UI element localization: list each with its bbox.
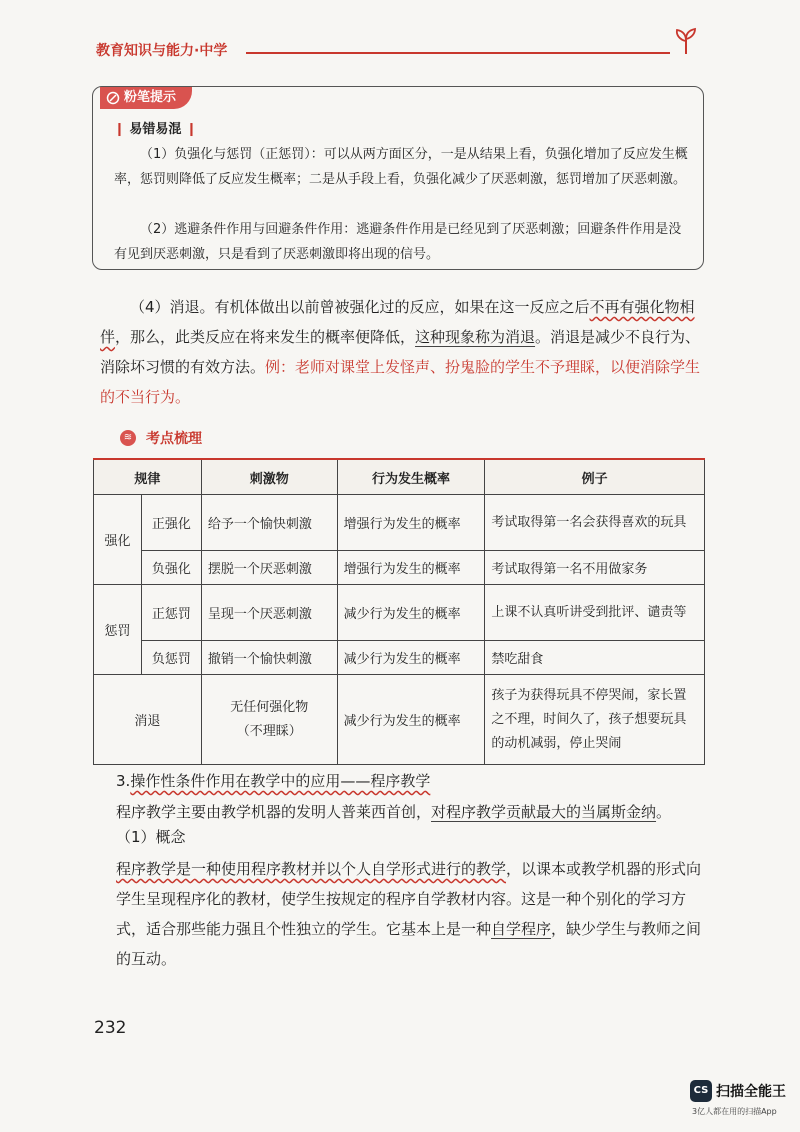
- intro-text-b: 对程序教学贡献最大的当属斯金纳: [431, 803, 657, 821]
- table-cell: 减少行为发生的概率: [337, 641, 485, 675]
- tip-paragraph-2: （2）逃避条件作用与回避条件作用：逃避条件作用是已经见到了厌恶刺激；回避条件作用是没有见到厌恶刺激，只是看到了厌恶刺激即将出现的信号。: [114, 222, 682, 262]
- table-cell: 减少行为发生的概率: [337, 585, 485, 641]
- section-title: 考点梳理: [146, 431, 202, 447]
- table-cell: 考试取得第一名会获得喜欢的玩具: [485, 495, 705, 551]
- table-cell: 负强化: [141, 551, 201, 585]
- table-row: [94, 641, 705, 675]
- table-header: 行为发生概率: [337, 459, 485, 495]
- table-cell: 考试取得第一名不用做家务: [485, 551, 705, 585]
- table-row: [94, 551, 705, 585]
- tip-tag: [100, 87, 192, 109]
- section3-heading: [116, 770, 430, 791]
- tip-paragraph-1: （1）负强化与惩罚（正惩罚）：可以从两方面区分，一是从结果上看，负强化增加了反应发生概率，惩罚则降低了反应发生概率；二是从手段上看，负强化减少了厌恶刺激，惩罚增加了厌恶刺激。: [114, 147, 688, 187]
- table-cell: 上课不认真听讲受到批评、谴责等: [485, 585, 705, 641]
- extinction-text-d: 这种现象称为消退: [415, 328, 536, 346]
- concept-text-c: 自学程序: [491, 920, 552, 938]
- table-cell: 正惩罚: [141, 585, 201, 641]
- intro-text-a: 程序教学主要由教学机器的发明人普莱西首创，: [116, 803, 432, 821]
- table-group-cell: 强化: [94, 495, 142, 585]
- section3-intro: [116, 798, 712, 826]
- running-header-title: 教育知识与能力·中学: [96, 43, 228, 59]
- table-cell: 呈现一个厌恶刺激: [201, 585, 337, 641]
- section-icon: ≋: [120, 430, 136, 446]
- tip-subtitle: ❙ 易错易混 ❙: [114, 122, 197, 137]
- scanner-logo-icon: CS: [690, 1080, 712, 1102]
- scanner-watermark: [690, 1080, 786, 1102]
- table-header: 例子: [485, 459, 705, 495]
- extinction-text-e: 。消退是减少不良行为、消除坏习惯的有效方法。: [100, 328, 701, 376]
- chalk-icon: [106, 91, 120, 105]
- table-group-cell: 惩罚: [94, 585, 142, 675]
- table-cell: 增强行为发生的概率: [337, 551, 485, 585]
- scanner-tagline: 3亿人都在用的扫描App: [692, 1107, 777, 1116]
- concept-heading: （1）概念: [116, 828, 186, 846]
- concept-text-d: ，缺少学生与教师之间的互动。: [116, 920, 702, 968]
- page-number: 232: [94, 1018, 127, 1038]
- table-cell: 禁吃甜食: [485, 641, 705, 675]
- extinction-example: 例：老师对课堂上发怪声、扮鬼脸的学生不予理睬，以便消除学生的不当行为。: [100, 358, 701, 406]
- concept-text-a: 程序教学是一种使用程序教材并以个人自学形式进行的教学: [116, 860, 507, 878]
- table-row: [94, 585, 705, 641]
- table-cell: 给予一个愉快刺激: [201, 495, 337, 551]
- concept-paragraph: [116, 854, 712, 974]
- table-cell: 负惩罚: [141, 641, 201, 675]
- table-group-cell: 消退: [94, 675, 202, 765]
- table-cell: 摆脱一个厌恶刺激: [201, 551, 337, 585]
- table-cell-line: （不理睬）: [236, 723, 302, 739]
- table-cell: 减少行为发生的概率: [337, 675, 485, 765]
- table-cell: 正强化: [141, 495, 201, 551]
- concept-text-b: ，以课本或教学机器的形式向学生呈现程序化的教材，使学生按规定的程序自学教材内容。这是一种个别化的学习方式，适合那些能力强且个性独立的学生。它基本上是一种: [116, 860, 702, 938]
- section3-number: 3.: [116, 772, 131, 790]
- intro-text-c: 。: [656, 803, 672, 821]
- extinction-text-b: 不再有强化物相伴: [100, 298, 695, 346]
- table-header-row: [94, 459, 705, 495]
- tip-label: 粉笔提示: [124, 90, 177, 105]
- table-cell-line: 无任何强化物: [230, 699, 309, 715]
- header-rule: [246, 52, 670, 54]
- table-cell: [201, 675, 337, 765]
- table-cell: 撤销一个愉快刺激: [201, 641, 337, 675]
- table-header: 规律: [94, 459, 202, 495]
- scanner-name: 扫描全能王: [716, 1084, 786, 1100]
- tip-subtitle-text: 易错易混: [129, 122, 182, 137]
- section3-title: 操作性条件作用在教学中的应用——程序教学: [130, 772, 431, 790]
- table-cell: 孩子为获得玩具不停哭闹，家长置之不理，时间久了，孩子想要玩具的动机减弱，停止哭闹: [485, 675, 705, 765]
- extinction-text-a: （4）消退。有机体做出以前曾被强化过的反应，如果在这一反应之后: [130, 298, 590, 316]
- table-cell: 增强行为发生的概率: [337, 495, 485, 551]
- table-header: 刺激物: [201, 459, 337, 495]
- sprout-icon: [672, 26, 700, 56]
- extinction-text-c: ，那么，此类反应在将来发生的概率便降低，: [115, 328, 416, 346]
- extinction-paragraph: [100, 292, 708, 412]
- reinforcement-table: [93, 458, 705, 765]
- table-row: [94, 675, 705, 765]
- table-row: [94, 495, 705, 551]
